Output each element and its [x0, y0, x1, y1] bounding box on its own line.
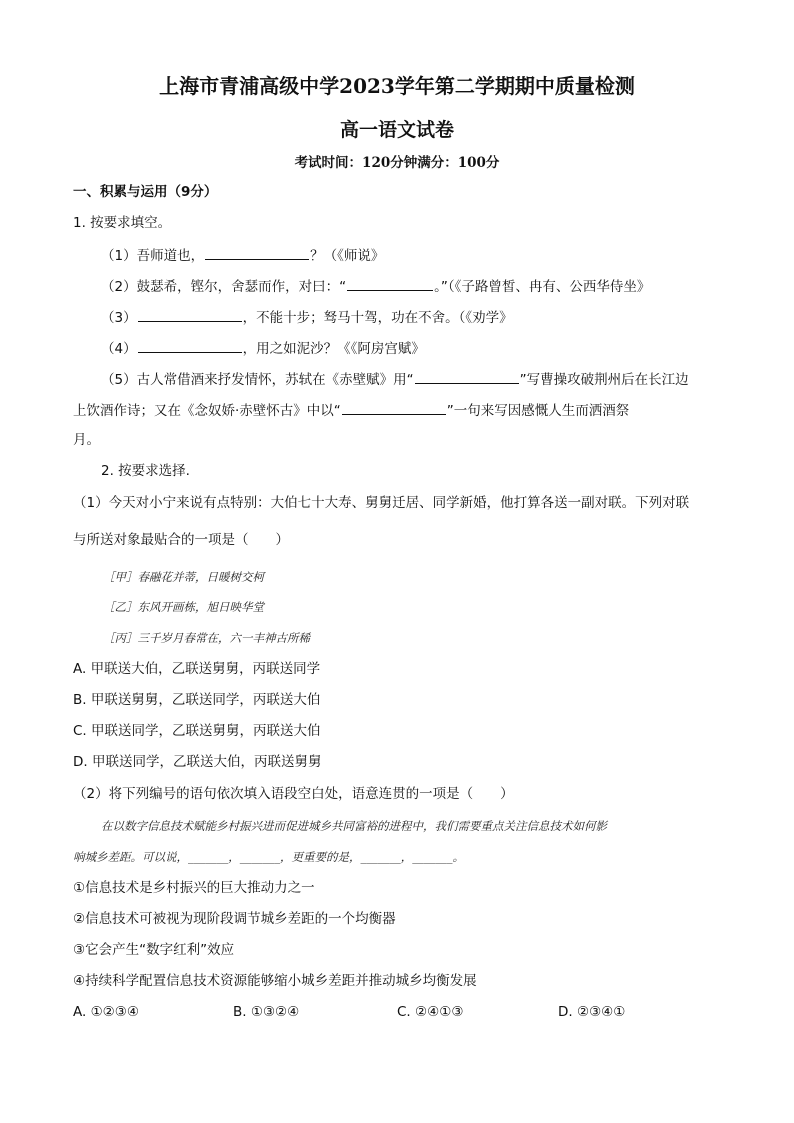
sentence-2: ②信息技术可被视为现阶段调节城乡差距的一个均衡器	[73, 911, 396, 927]
q1-item-1	[101, 245, 384, 265]
q1-item-5-text-a: （5）古人常借酒来抒发情怀，苏轼在《赤壁赋》用“	[101, 372, 414, 388]
exam-title: 上海市青浦高级中学2023学年第二学期期中质量检测	[159, 74, 635, 98]
q1-item-4-blank[interactable]	[138, 338, 242, 353]
q1-item-2-blank[interactable]	[347, 276, 433, 291]
q1-item-3-text-b: ，不能十步；驽马十驾，功在不舍。（《劝学》	[242, 310, 513, 326]
q1-item-5-text-d: ”一句来写因感慨人生而洒酒祭	[446, 403, 630, 419]
sentence-4: ④持续科学配置信息技术资源能够缩小城乡差距并推动城乡均衡发展	[73, 973, 477, 989]
q1-item-5-blank-1[interactable]	[415, 369, 519, 384]
choice-d[interactable]: D. ②③④①	[558, 1004, 626, 1020]
q1-item-5-blank-2[interactable]	[342, 400, 446, 415]
option-a[interactable]: A. 甲联送大伯，乙联送舅舅，丙联送同学	[73, 661, 321, 677]
sentence-3: ③它会产生“数字红利”效应	[73, 942, 235, 958]
choice-c[interactable]: C. ②④①③	[397, 1004, 464, 1020]
q2-sub2-prompt: （2）将下列编号的语句依次填入语段空白处，语意连贯的一项是（ ）	[73, 786, 514, 802]
q1-item-2-text-b: 。”（《子路曾皙、冉有、公西华侍坐》	[434, 279, 651, 295]
exam-info: 考试时间：120分钟满分：100分	[294, 155, 500, 171]
q1-item-1-text-b: ？（《师说》	[310, 248, 385, 264]
q1-item-2-text-a: （2）鼓瑟希，铿尔，舍瑟而作，对曰：“	[101, 279, 347, 295]
q2-sub1-line-2: 与所送对象最贴合的一项是（ ）	[73, 532, 289, 548]
q1-item-5-line-3: 月。	[73, 432, 100, 448]
option-c[interactable]: C. 甲联送同学，乙联送舅舅，丙联送大伯	[73, 723, 321, 739]
q1-item-1-text-a: （1）吾师道也，	[101, 248, 205, 264]
exam-subtitle: 高一语文试卷	[339, 119, 454, 141]
couplet-jia: ［甲］春融花并蒂，日暖树交柯	[103, 570, 264, 584]
q1-item-5-text-c: 上饮酒作诗；又在《念奴娇·赤壁怀古》中以“	[73, 403, 341, 419]
q1-item-4	[101, 338, 425, 358]
q1-item-3	[101, 307, 513, 327]
choice-a[interactable]: A. ①②③④	[73, 1004, 139, 1020]
question-1-prompt: 1. 按要求填空。	[73, 215, 172, 231]
q1-item-5-text-b: ”写曹操攻破荆州后在长江边	[519, 372, 689, 388]
q1-item-5-line-2	[73, 400, 629, 420]
couplet-yi: ［乙］东风开画栋，旭日映华堂	[103, 600, 264, 614]
choice-b[interactable]: B. ①③②④	[233, 1004, 300, 1020]
passage-line-2: 响城乡差距。可以说，_______，_______，更重要的是，_______，_______。	[73, 850, 464, 864]
q1-item-4-text-a: （4）	[101, 341, 137, 357]
q1-item-2	[101, 276, 650, 296]
couplet-bing: ［丙］三千岁月春常在，六一丰神古所稀	[103, 631, 310, 645]
sentence-1: ①信息技术是乡村振兴的巨大推动力之一	[73, 880, 315, 896]
q1-item-1-blank[interactable]	[205, 245, 309, 260]
option-d[interactable]: D. 甲联送同学，乙联送大伯，丙联送舅舅	[73, 754, 322, 770]
q1-item-3-text-a: （3）	[101, 310, 137, 326]
passage-line-1: 在以数字信息技术赋能乡村振兴进而促进城乡共同富裕的进程中，我们需要重点关注信息技术如何影	[101, 819, 607, 833]
section-heading: 一、积累与运用（9分）	[73, 184, 218, 200]
question-2-prompt: 2. 按要求选择.	[101, 463, 190, 479]
q2-sub1-line-1: （1）今天对小宁来说有点特别：大伯七十大寿、舅舅迁居、同学新婚，他打算各送一副对联。下列对联	[73, 495, 690, 511]
q1-item-4-text-b: ，用之如泥沙？《《阿房宫赋》	[242, 341, 425, 357]
q1-item-5-line-1	[101, 369, 689, 389]
q1-item-3-blank[interactable]	[138, 307, 242, 322]
option-b[interactable]: B. 甲联送舅舅，乙联送同学，丙联送大伯	[73, 692, 321, 708]
